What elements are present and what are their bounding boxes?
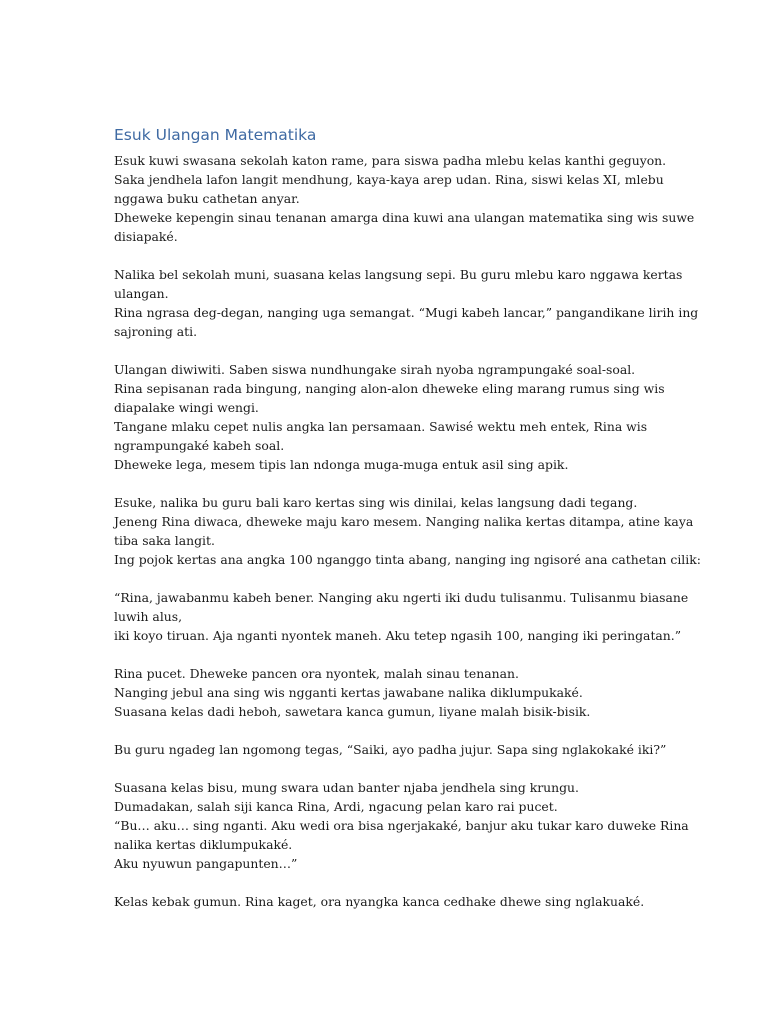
document-page: [114, 124, 701, 930]
text-line: sajroning ati.: [114, 324, 198, 339]
text-line: Jeneng Rina diwaca, dheweke maju karo mesem. Nanging nalika kertas ditampa, atine kaya: [114, 514, 694, 529]
text-line: nggawa buku cathetan anyar.: [114, 191, 300, 206]
text-line: luwih alus,: [114, 609, 183, 624]
text-line: Rina sepisanan rada bingung, nanging alon-alon dheweke eling marang rumus sing wis: [114, 381, 665, 396]
paragraph-8: [114, 778, 689, 873]
text-line: Nalika bel sekolah muni, suasana kelas langsung sepi. Bu guru mlebu karo nggawa kertas: [114, 267, 683, 282]
text-line: Nanging jebul ana sing wis ngganti kertas jawabane nalika diklumpukaké.: [114, 685, 583, 700]
paragraph-4: [114, 493, 701, 569]
paragraph-3: [114, 360, 665, 474]
text-line: Rina ngrasa deg-degan, nanging uga semangat. “Mugi kabeh lancar,” pangandikane lirih ing: [114, 305, 699, 320]
text-line: Suasana kelas bisu, mung swara udan banter njaba jendhela sing krungu.: [114, 780, 579, 795]
text-line: Dumadakan, salah siji kanca Rina, Ardi, ngacung pelan karo rai pucet.: [114, 799, 558, 814]
text-line: ngrampungaké kabeh soal.: [114, 438, 285, 453]
text-line: Dheweke lega, mesem tipis lan ndonga muga-muga entuk asil sing apik.: [114, 457, 569, 472]
paragraph-9: [114, 892, 658, 911]
text-line: Aku nyuwun pangapunten…”: [114, 856, 298, 871]
text-line: Suasana kelas dadi heboh, sawetara kanca gumun, liyane malah bisik-bisik.: [114, 704, 591, 719]
document-title: Esuk Ulangan Matematika: [114, 126, 317, 144]
text-line: nalika kertas diklumpukaké.: [114, 837, 293, 852]
paragraph-6: [114, 664, 658, 721]
paragraph-5: [114, 588, 689, 645]
text-line: Tangane mlaku cepet nulis angka lan persamaan. Sawisé wektu meh entek, Rina wis: [114, 419, 648, 434]
text-line: disiapaké.: [114, 229, 178, 244]
text-line: Bu guru ngadeg lan ngomong tegas, “Saiki, ayo padha jujur. Sapa sing nglakokaké iki?”: [114, 742, 667, 757]
text-line: diapalake wingi wengi.: [114, 400, 259, 415]
paragraph-2: [114, 265, 699, 341]
text-line: tiba saka langit.: [114, 533, 215, 548]
text-line: “Bu… aku… sing nganti. Aku wedi ora bisa ngerjakaké, banjur aku tukar karo duweke Rina: [114, 818, 689, 833]
text-line: Rina pucet. Dheweke pancen ora nyontek, malah sinau tenanan.: [114, 666, 519, 681]
paragraph-7: [114, 740, 667, 759]
text-line: Ulangan diwiwiti. Saben siswa nundhungake sirah nyoba ngrampungaké soal-soal.: [114, 362, 636, 377]
text-line: ulangan.: [114, 286, 169, 301]
paragraph-1: [114, 151, 695, 246]
text-line: “Rina, jawabanmu kabeh bener. Nanging aku ngerti iki dudu tulisanmu. Tulisanmu biasane: [114, 590, 689, 605]
text-line: Saka jendhela lafon langit mendhung, kaya-kaya arep udan. Rina, siswi kelas XI, mlebu: [114, 172, 664, 187]
text-line: Dheweke kepengin sinau tenanan amarga dina kuwi ana ulangan matematika sing wis suwe: [114, 210, 695, 225]
text-line: iki koyo tiruan. Aja nganti nyontek maneh. Aku tetep ngasih 100, nanging iki peringatan.”: [114, 628, 682, 643]
text-line: Ing pojok kertas ana angka 100 nganggo tinta abang, nanging ing ngisoré ana cathetan cilik:: [114, 552, 701, 567]
text-line: Kelas kebak gumun. Rina kaget, ora nyangka kanca cedhake dhewe sing nglakuaké.: [114, 894, 645, 909]
text-line: Esuk kuwi swasana sekolah katon rame, para siswa padha mlebu kelas kanthi geguyon.: [114, 153, 667, 168]
text-line: Esuke, nalika bu guru bali karo kertas sing wis dinilai, kelas langsung dadi tegang.: [114, 495, 638, 510]
